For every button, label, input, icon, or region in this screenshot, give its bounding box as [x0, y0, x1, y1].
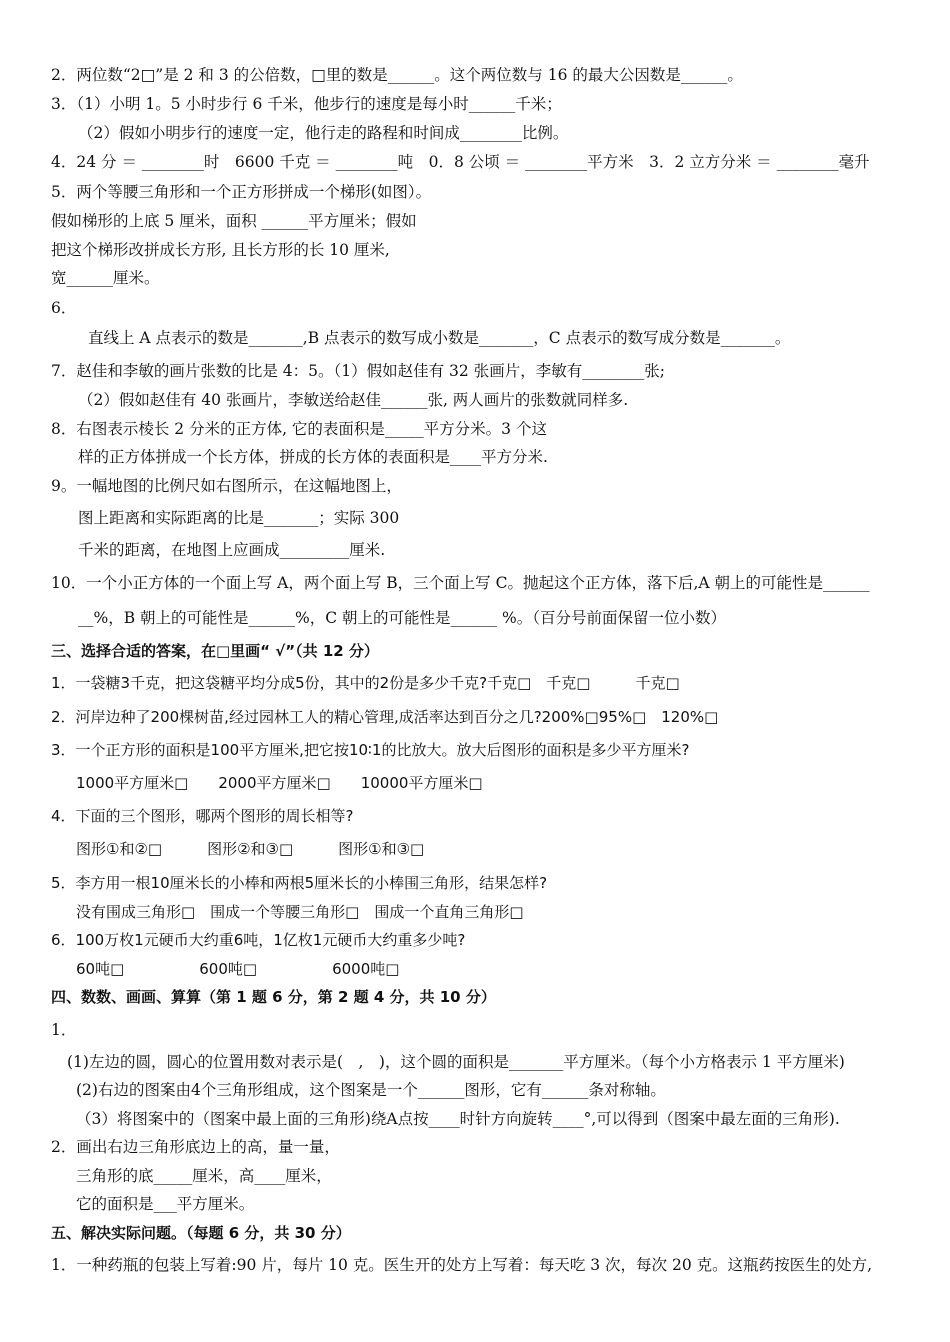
line-30: 60吨□ 600吨□ 6000吨□: [76, 960, 400, 978]
line-34: (2)右边的图案由4个三角形组成，这个图案是一个______图形，它有______条对称轴。: [76, 1081, 666, 1099]
line-28: 没有围成三角形□ 围成一个等腰三角形□ 围成一个直角三角形□: [76, 903, 524, 921]
section-4-heading: 四、数数、画画、算算（第 1 题 6 分，第 2 题 4 分，共 10 分）: [51, 988, 496, 1006]
line-9: 6．: [51, 299, 77, 317]
line-17: 千米的距离，在地图上应画成_________厘米.: [78, 541, 386, 559]
line-18: 10．一个小正方体的一个面上写 A，两个面上写 B，三个面上写 C。抛起这个正方体，落下后,A 朝上的可能性是______: [51, 574, 870, 592]
line-35: （3）将图案中的（图案中最上面的三角形)绕A点按____时针方向旋转____°,可以得到（图案中最左面的三角形).: [76, 1110, 840, 1128]
line-19: __%，B 朝上的可能性是______%，C 朝上的可能性是______ %。（百分号前面保留一位小数）: [78, 609, 726, 627]
line-13: 8．右图表示棱长 2 分米的正方体, 它的表面积是_____平方分米。3 个这: [51, 420, 547, 438]
line-29: 6．100万枚1元硬币大约重6吨，1亿枚1元硬币大约重多少吨?: [51, 931, 466, 949]
line-23: 3．一个正方形的面积是100平方厘米,把它按10∶1的比放大。放大后图形的面积是多少平方厘米?: [51, 741, 690, 759]
line-33: (1)左边的圆，圆心的位置用数对表示是( , )，这个圆的面积是_______平方厘米。（每个小方格表示 1 平方厘米): [67, 1053, 845, 1071]
line-32: 1．: [51, 1021, 77, 1039]
line-14: 样的正方体拼成一个长方体，拼成的长方体的表面积是____平方分米.: [78, 448, 548, 466]
line-12: （2）假如赵佳有 40 张画片，李敏送给赵佳______张, 两人画片的张数就同样多.: [78, 391, 629, 409]
line-1: 2．两位数“2□”是 2 和 3 的公倍数，□里的数是______。这个两位数与 16 的最大公因数是______。: [51, 66, 743, 84]
line-7: 把这个梯形改拼成长方形, 且长方形的长 10 厘米,: [51, 241, 390, 259]
line-38: 它的面积是___平方厘米。: [76, 1195, 255, 1213]
line-15: 9。一幅地图的比例尺如右图所示，在这幅地图上，: [51, 477, 402, 495]
line-11: 7．赵佳和李敏的画片张数的比是 4：5。（1）假如赵佳有 32 张画片，李敏有________张;: [51, 362, 665, 380]
line-37: 三角形的底_____厘米，高____厘米，: [76, 1167, 332, 1185]
line-25: 4．下面的三个图形，哪两个图形的周长相等?: [51, 807, 354, 825]
line-36: 2．画出右边三角形底边上的高，量一量，: [51, 1138, 340, 1156]
line-6: 假如梯形的上底 5 厘米，面积 ______平方厘米；假如: [51, 212, 417, 230]
line-40: 1．一种药瓶的包装上写着:90 片，每片 10 克。医生开的处方上写着：每天吃 3 次，每次 20 克。这瓶药按医生的处方,: [51, 1256, 873, 1274]
line-22: 2．河岸边种了200棵树苗,经过园林工人的精心管理,成活率达到百分之几?200%□95%□ 120%□: [51, 708, 719, 726]
line-8: 宽______厘米。: [51, 269, 160, 287]
line-4: 4．24 分 ＝ ________时 6600 千克 ＝ ________吨 0．8 公顷 ＝ ________平方米 3．2 立方分米 ＝ ________毫升: [51, 153, 870, 171]
line-2: 3．（1）小明 1。5 小时步行 6 千米，他步行的速度是每小时______千米；: [51, 95, 562, 113]
line-5: 5．两个等腰三角形和一个正方形拼成一个梯形(如图）。: [51, 183, 432, 201]
line-24: 1000平方厘米□ 2000平方厘米□ 10000平方厘米□: [76, 774, 483, 792]
line-10: 直线上 A 点表示的数是_______,B 点表示的数写成小数是_______，C 点表示的数写成分数是_______。: [88, 329, 791, 347]
line-3: （2）假如小明步行的速度一定，他行走的路程和时间成________比例。: [78, 124, 569, 142]
line-27: 5．李方用一根10厘米长的小棒和两根5厘米长的小棒围三角形，结果怎样?: [51, 874, 548, 892]
section-5-heading: 五、解决实际问题。（每题 6 分，共 30 分）: [51, 1224, 351, 1242]
section-3-heading: 三、选择合适的答案，在□里画“ √”（共 12 分）: [51, 642, 379, 660]
line-16: 图上距离和实际距离的比是_______；实际 300: [78, 509, 400, 527]
line-26: 图形①和②□ 图形②和③□ 图形①和③□: [76, 840, 425, 858]
line-21: 1．一袋糖3千克，把这袋糖平均分成5份，其中的2份是多少千克?千克□ 千克□ 千克□: [51, 674, 680, 692]
